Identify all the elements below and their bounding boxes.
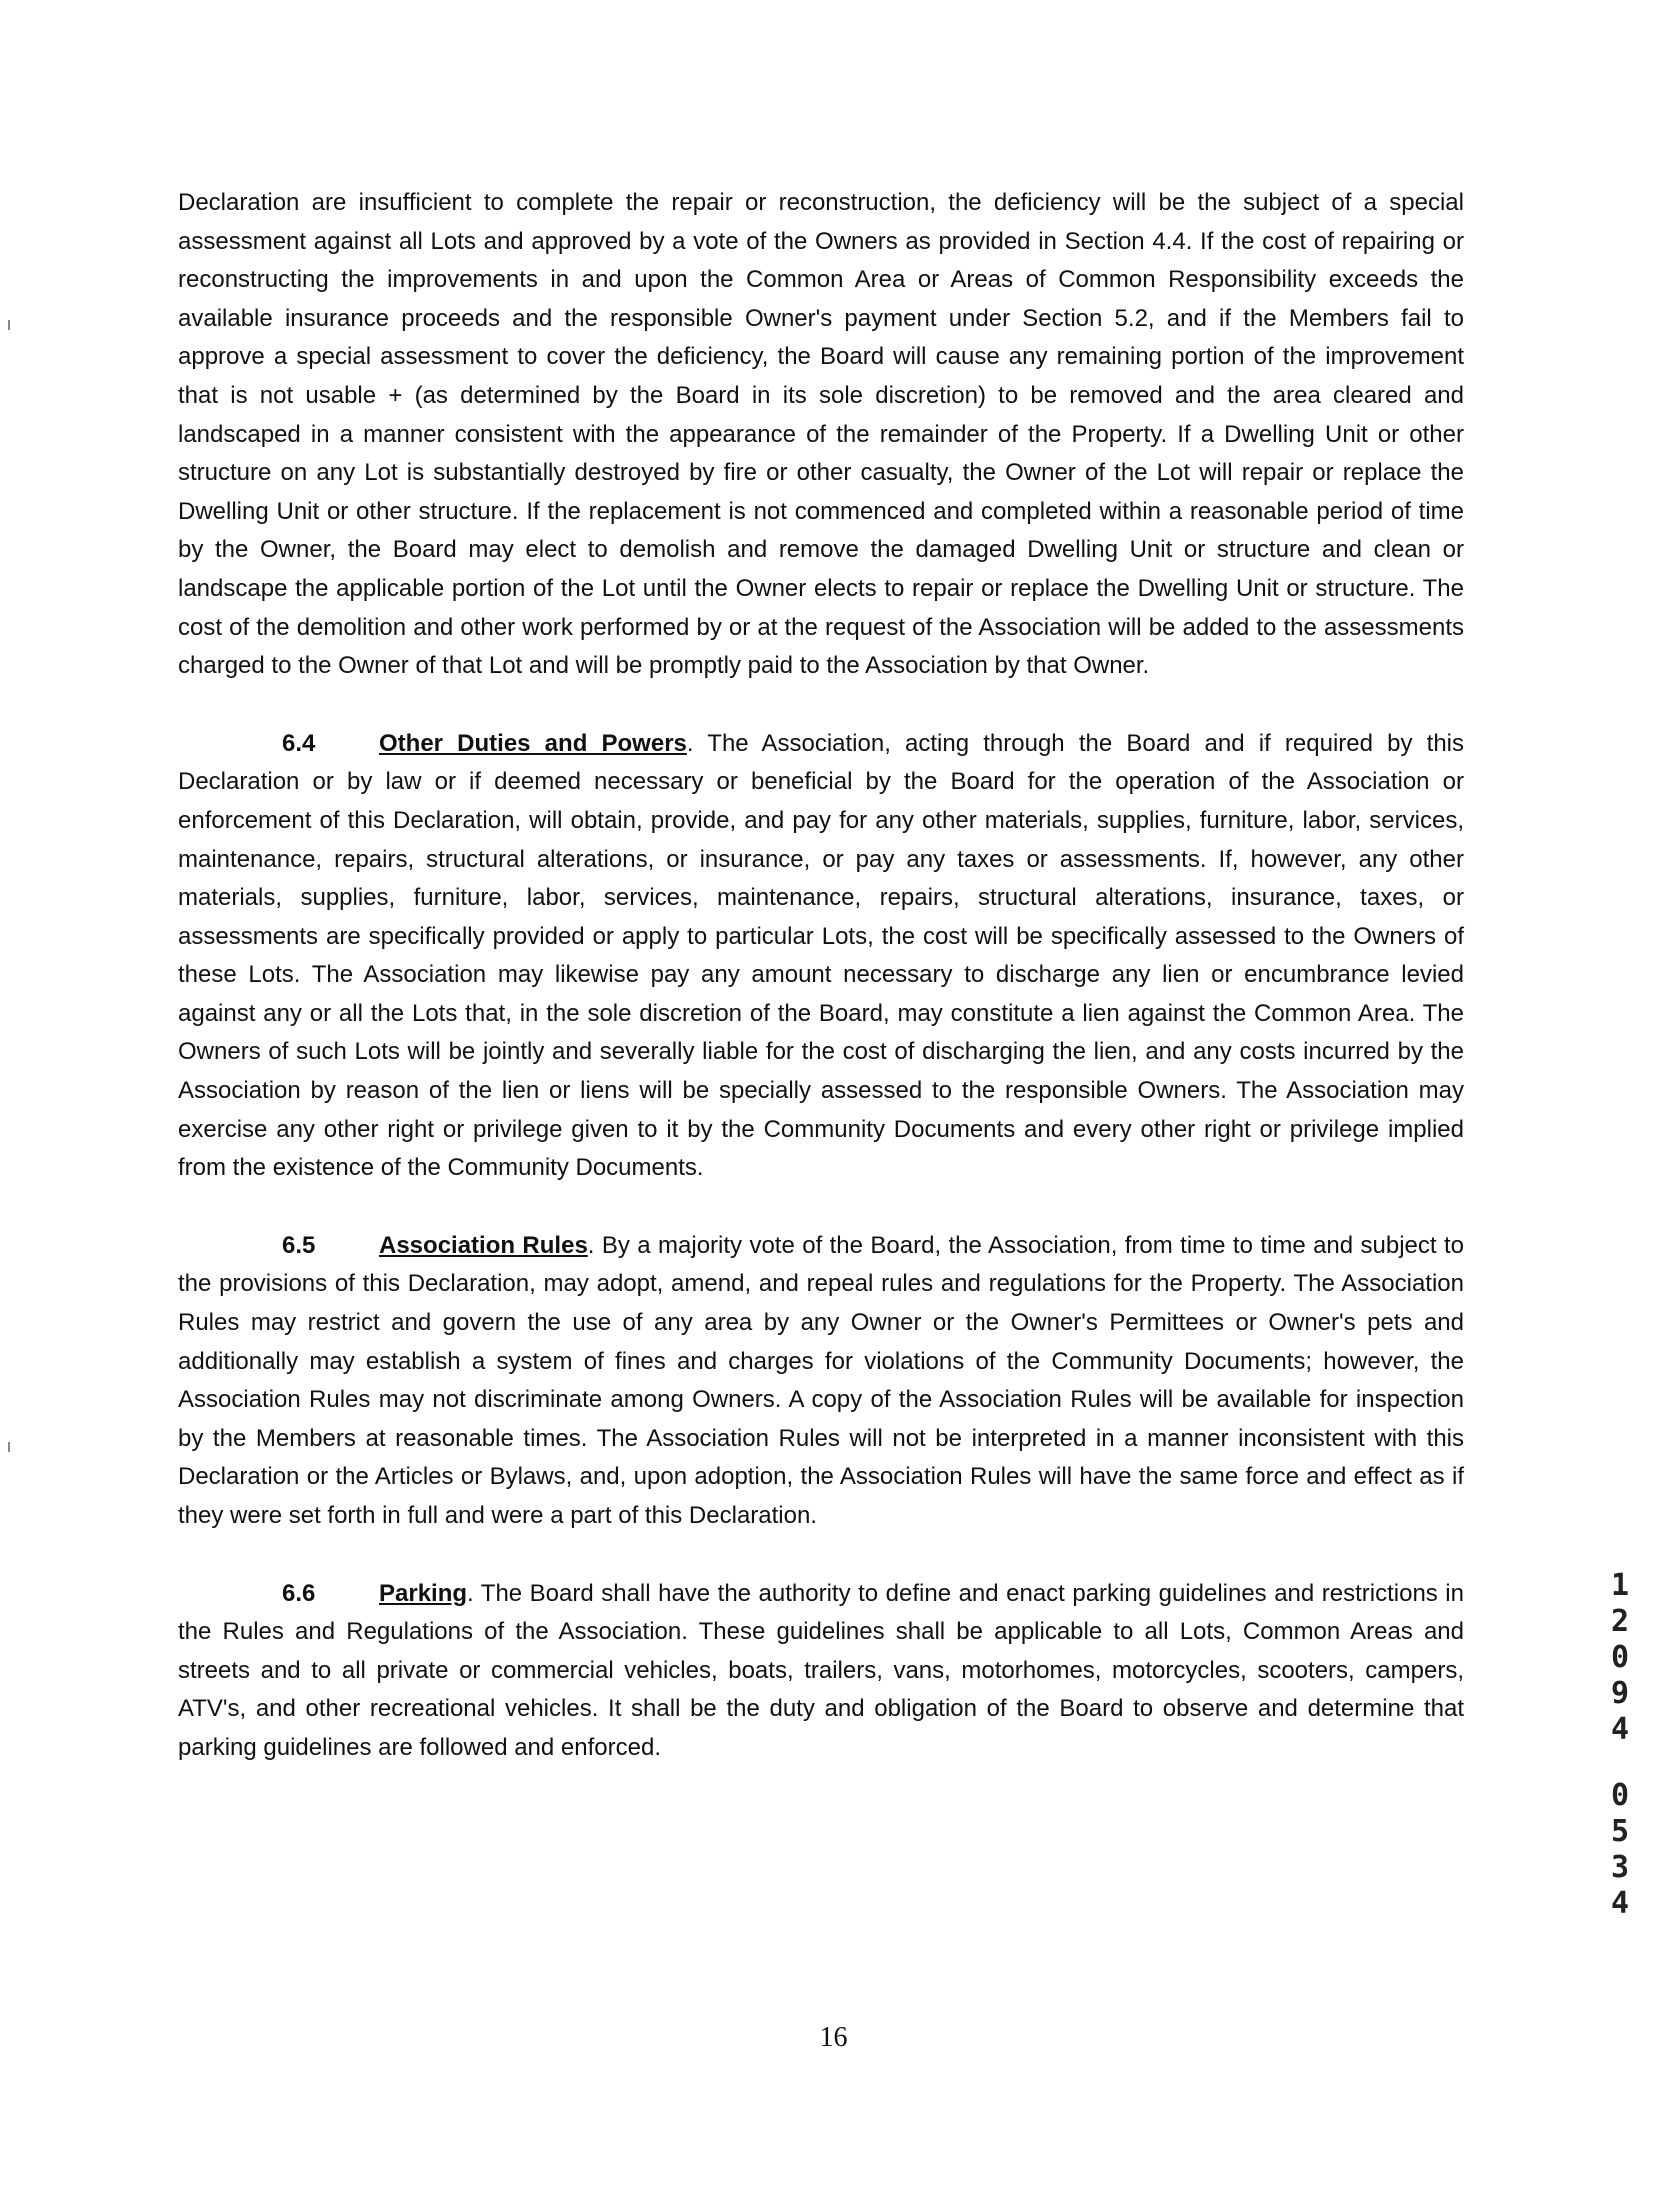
stamp-digit: 4	[1610, 1712, 1630, 1747]
stamp-digit: 0	[1610, 1640, 1630, 1675]
section-6-5	[178, 1227, 1464, 1536]
stamp-digit: 0	[1610, 1778, 1630, 1813]
section-body: . The Association, acting through the Board and if required by this Declaration or by law or if deemed necessary or beneficial by the Board for the operation of the Association or enforcement of this Declaration, will obtain, provide, and pay for any other materials, supplies, furniture, labor, services, maintenance, repairs, structural alterations, or insurance, or pay any taxes or assessments. If, however, any other materials, supplies, furniture, labor, services, maintenance, repairs, structural alterations, insurance, taxes, or assessments are specifically provided or apply to particular Lots, the cost will be specifically assessed to the Owners of these Lots. The Association may likewise pay any amount necessary to discharge any lien or encumbrance levied against any or all the Lots that, in the sole discretion of the Board, may constitute a lien against the Common Area. The Owners of such Lots will be jointly and severally liable for the cost of discharging the lien, and any costs incurred by the Association by reason of the lien or liens will be specially assessed to the responsible Owners. The Association may exercise any other right or privilege given to it by the Community Documents and every other right or privilege implied from the existence of the Community Documents.	[178, 729, 1464, 1182]
margin-mark	[8, 1442, 10, 1452]
stamp-digit: 3	[1610, 1850, 1630, 1885]
section-body: . The Board shall have the authority to define and enact parking guidelines and restrictions in the Rules and Regulations of the Association. These guidelines shall be applicable to all Lots, Common Areas and streets and to all private or commercial vehicles, boats, trailers, vans, motorhomes, motorcycles, scooters, campers, ATV's, and other recreational vehicles. It shall be the duty and obligation of the Board to observe and determine that parking guidelines are followed and enforced.	[178, 1579, 1464, 1761]
section-number: 6.5	[282, 1231, 316, 1259]
section-title: Association Rules	[379, 1231, 588, 1259]
section-number: 6.4	[282, 729, 316, 757]
section-6-4	[178, 725, 1464, 1188]
stamp-digit: 1	[1610, 1568, 1630, 1603]
stamp-digit: 4	[1610, 1886, 1630, 1921]
section-6-6	[178, 1575, 1464, 1768]
page-number: 16	[819, 2022, 848, 2053]
margin-mark	[8, 320, 10, 330]
continuation-paragraph: Declaration are insufficient to complete the repair or reconstruction, the deficiency will be the subject of a special assessment against all Lots and approved by a vote of the Owners as provided in Section 4.4. If the cost of repairing or reconstructing the improvements in and upon the Common Area or Areas of Common Responsibility exceeds the available insurance proceeds and the responsible Owner's payment under Section 5.2, and if the Members fail to approve a special assessment to cover the deficiency, the Board will cause any remaining portion of the improvement that is not usable + (as determined by the Board in its sole discretion) to be removed and the area cleared and landscaped in a manner consistent with the appearance of the remainder of the Property. If a Dwelling Unit or other structure on any Lot is substantially destroyed by fire or other casualty, the Owner of the Lot will repair or replace the Dwelling Unit or other structure. If the replacement is not commenced and completed within a reasonable period of time by the Owner, the Board may elect to demolish and remove the damaged Dwelling Unit or structure and clean or landscape the applicable portion of the Lot until the Owner elects to repair or replace the Dwelling Unit or structure. The cost of the demolition and other work performed by or at the request of the Association will be added to the assessments charged to the Owner of that Lot and will be promptly paid to the Association by that Owner.	[178, 189, 1464, 680]
stamp-group-1	[1600, 1568, 1640, 1748]
stamp-digit: 5	[1610, 1814, 1630, 1849]
stamp-digit: 9	[1610, 1676, 1630, 1711]
stamp-digit: 2	[1610, 1604, 1630, 1639]
document-page	[178, 184, 1464, 1807]
recording-stamp	[1600, 1568, 1640, 1922]
section-title: Parking	[379, 1579, 468, 1607]
stamp-group-2	[1600, 1778, 1640, 1922]
section-body: . By a majority vote of the Board, the Association, from time to time and subject to the provisions of this Declaration, may adopt, amend, and repeal rules and regulations for the Property. The Association Rules may restrict and govern the use of any area by any Owner or the Owner's Permittees or Owner's pets and additionally may establish a system of fines and charges for violations of the Community Documents; however, the Association Rules may not discriminate among Owners. A copy of the Association Rules will be available for inspection by the Members at reasonable times. The Association Rules will not be interpreted in a manner inconsistent with this Declaration or the Articles or Bylaws, and, upon adoption, the Association Rules will have the same force and effect as if they were set forth in full and were a part of this Declaration.	[178, 1231, 1464, 1529]
section-title: Other Duties and Powers	[379, 729, 687, 757]
section-number: 6.6	[282, 1579, 316, 1607]
